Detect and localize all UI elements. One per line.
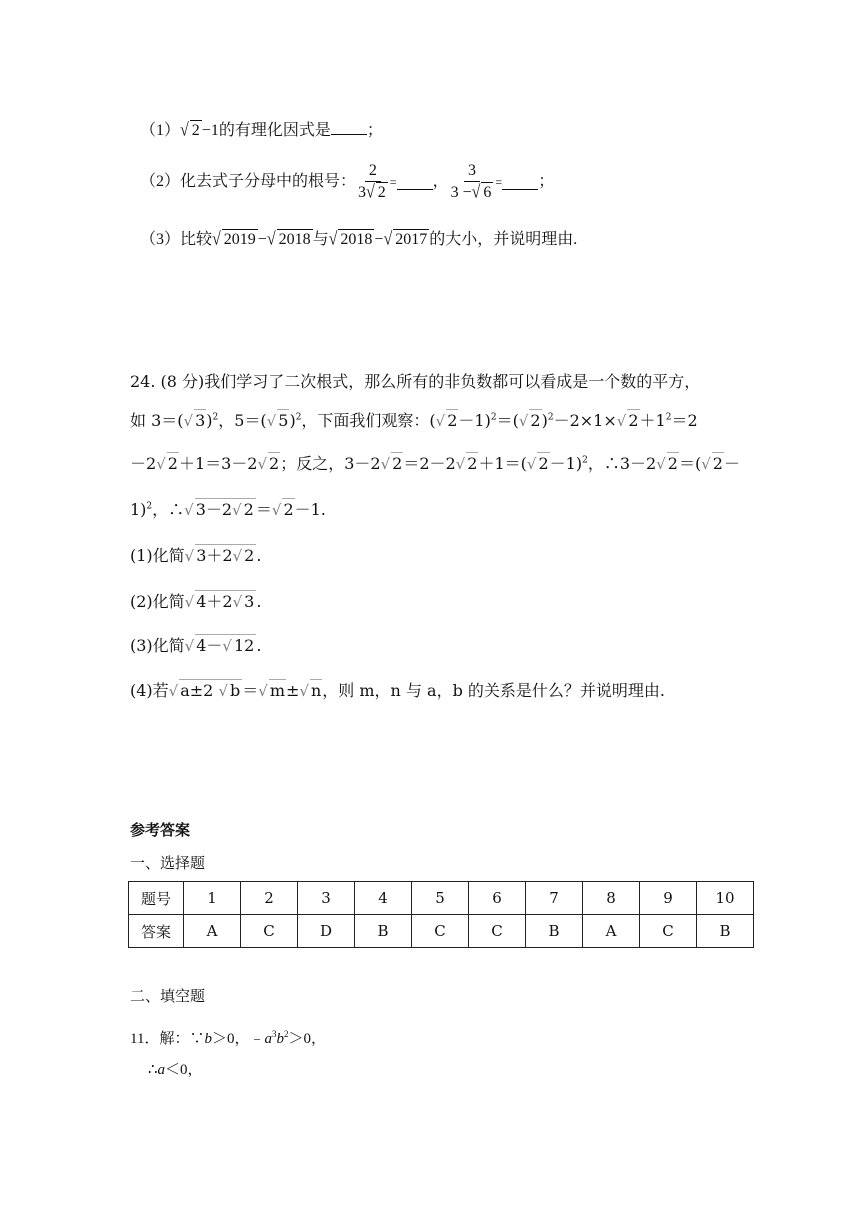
table-cell: 5 <box>412 882 469 915</box>
text: ；反之，3－2 <box>280 454 381 473</box>
inner-radicand: 12 <box>233 636 255 655</box>
punct: . <box>256 592 262 611</box>
table-cell: 4 <box>355 882 412 915</box>
question-text: 的有理化因式是 <box>218 122 331 139</box>
table-cell: 10 <box>697 882 754 915</box>
radicand: 2 <box>377 184 386 201</box>
table-cell: C <box>469 915 526 948</box>
q24-sub2 <box>130 594 261 610</box>
radicand: 2 <box>283 500 294 519</box>
inner-radicand: 2 <box>244 546 255 565</box>
section-fill-heading: 二、填空题 <box>130 987 206 1005</box>
radicand: 5 <box>278 411 289 430</box>
numerator: 2 <box>365 163 381 182</box>
table-cell: B <box>526 915 583 948</box>
radicand: 2 <box>530 411 541 430</box>
table-cell: 9 <box>640 882 697 915</box>
table-cell: 6 <box>469 882 526 915</box>
radical: √ 3 <box>183 411 206 430</box>
radicand: 2 <box>712 454 723 473</box>
text: ＝( <box>496 411 519 430</box>
radical: √ 2 <box>156 454 178 473</box>
answer-table <box>128 881 754 948</box>
radicand: 2 <box>447 411 458 430</box>
coef: 3 <box>358 184 367 201</box>
q24-sub3 <box>130 638 261 654</box>
table-cell: B <box>355 915 412 948</box>
variable: b <box>204 1031 212 1047</box>
radicand: 2 <box>392 454 403 473</box>
text: ) <box>541 411 548 430</box>
radicand: 2 <box>191 122 200 139</box>
sub-label: (1)化简 <box>130 546 185 565</box>
denominator <box>451 182 494 201</box>
radical: √ 2 <box>271 500 294 519</box>
radicand: 2019 <box>223 231 256 248</box>
text: ＝ <box>242 681 259 700</box>
radical: √ 5 <box>266 411 289 430</box>
radicand: 2017 <box>395 231 428 248</box>
radicand <box>195 498 256 519</box>
q24-sub1 <box>130 548 261 564</box>
answer-blank-1 <box>397 175 433 190</box>
variable: b <box>276 1031 284 1047</box>
radical: √ 2 <box>455 454 478 473</box>
text: －1) <box>549 454 583 473</box>
text: ＝ <box>255 500 272 519</box>
punct: . <box>256 546 262 565</box>
text: ＋1＝( <box>478 454 527 473</box>
equals: = <box>389 175 397 189</box>
variable: a <box>157 1062 166 1078</box>
radical: √ 3＋2√ 2 <box>184 546 255 565</box>
radical: √ 2 <box>366 182 386 203</box>
inner-radicand: 2 <box>243 500 254 519</box>
inner-radical: √ 12 <box>222 636 255 655</box>
radicand: 3 <box>195 411 206 430</box>
question-text: 的大小，并说明理由. <box>429 231 578 248</box>
radicand-text: 3＋2 <box>196 546 233 565</box>
table-cell: C <box>241 915 298 948</box>
table-cell: C <box>640 915 697 948</box>
q24-line3 <box>130 456 740 472</box>
radical: √ 2 <box>616 411 639 430</box>
exponent: 2 <box>283 1029 289 1039</box>
exponent: 2 <box>212 412 219 423</box>
sub-label: (4)若 <box>130 681 169 700</box>
text: －2 <box>130 454 157 473</box>
text: ＞0， <box>288 1031 326 1047</box>
punct: ； <box>538 173 555 190</box>
radicand-text: 4－ <box>196 636 223 655</box>
radicand: 2018 <box>278 231 311 248</box>
radicand <box>195 634 256 655</box>
answers-heading: 参考答案 <box>130 821 191 839</box>
radicand: 2 <box>467 454 478 473</box>
fraction-1 <box>358 163 388 201</box>
text: ＝( <box>678 454 702 473</box>
q23-part1 <box>140 120 383 139</box>
text: ，5＝( <box>218 411 267 430</box>
text: ＜0， <box>165 1062 203 1078</box>
den-term: 3 − <box>450 184 472 201</box>
radicand <box>179 679 242 700</box>
table-cell: 3 <box>298 882 355 915</box>
punct: ， <box>432 173 449 190</box>
equals: = <box>495 175 503 189</box>
answer-blank <box>331 120 367 135</box>
denominator <box>358 182 388 201</box>
text: ，则 m，n 与 a，b 的关系是什么？并说明理由. <box>322 681 665 700</box>
text: ∴ <box>148 1062 158 1078</box>
radical: √ 2 <box>180 120 200 141</box>
part-label: （2）化去式子分母中的根号： <box>140 173 357 190</box>
text: －1. <box>294 500 326 519</box>
text: ) <box>206 411 213 430</box>
inner-radical: √ 2 <box>232 546 255 565</box>
table-cell: 8 <box>583 882 640 915</box>
sub-label: (3)化简 <box>130 636 185 655</box>
radicand: m <box>269 681 286 700</box>
variable: a <box>264 1031 272 1047</box>
exponent: 3 <box>271 1029 277 1039</box>
minus: − <box>374 231 384 248</box>
radical: √ n <box>299 681 322 700</box>
text: ＋1 <box>639 411 666 430</box>
table-cell: 答案 <box>129 915 184 948</box>
radical: √ 2 <box>380 454 403 473</box>
radicand <box>195 544 256 565</box>
table-row <box>129 882 754 915</box>
radical: √ 4＋2√ 3 <box>184 592 255 611</box>
text: ，∴ <box>152 500 185 519</box>
q24-line2 <box>130 413 698 429</box>
q24-line1: 24. (8 分)我们学习了二次根式，那么所有的非负数都可以看成是一个数的平方， <box>130 372 701 391</box>
radical: √ 2019 <box>212 229 256 250</box>
radical: √ 2 <box>526 454 549 473</box>
table-cell: 题号 <box>129 882 184 915</box>
answer-11-line1 <box>130 1030 326 1047</box>
radical: √ 2 <box>656 454 678 473</box>
minus: − <box>257 231 267 248</box>
text: ＋1＝3－2 <box>178 454 258 473</box>
text: ) <box>289 411 296 430</box>
text: － <box>723 454 740 473</box>
text: ，∴3－2 <box>587 454 657 473</box>
radicand: n <box>310 681 322 700</box>
table-cell: 2 <box>241 882 298 915</box>
table-cell: A <box>583 915 640 948</box>
radicand: 2 <box>538 454 549 473</box>
q23-part3 <box>140 229 578 250</box>
radical: √ 3－2√ 2 <box>184 500 254 519</box>
table-cell: C <box>412 915 469 948</box>
table-row <box>129 915 754 948</box>
radicand <box>195 590 256 611</box>
radicand: 2 <box>269 454 280 473</box>
radical: √ m <box>258 681 286 700</box>
inner-radicand: 3 <box>244 592 255 611</box>
radicand: 2 <box>667 454 678 473</box>
inner-radical: √ b <box>218 681 241 700</box>
sub-label: (2)化简 <box>130 592 185 611</box>
q23-part2 <box>140 163 554 201</box>
radical: √ 2017 <box>383 229 428 250</box>
radical: √ 4－√ 12 <box>184 636 255 655</box>
table-cell: B <box>697 915 754 948</box>
radicand-text: 4＋2 <box>196 592 233 611</box>
section-choice-heading: 一、选择题 <box>130 854 206 872</box>
connector: 与 <box>312 231 329 248</box>
punct: . <box>256 636 262 655</box>
radical: √ 2018 <box>266 229 311 250</box>
radicand-text: a±2 <box>180 681 219 700</box>
answer-11-line2 <box>148 1063 203 1078</box>
exponent: 2 <box>547 412 554 423</box>
text: 11．解：∵ <box>130 1031 205 1047</box>
radical: √ 2018 <box>328 229 373 250</box>
text: －2×1× <box>553 411 617 430</box>
radical: √ 2 <box>435 411 458 430</box>
radicand: 2 <box>628 411 639 430</box>
exponent: 2 <box>582 455 588 466</box>
punct: ； <box>366 122 383 139</box>
text: ＝2－2 <box>403 454 456 473</box>
radicand: 2018 <box>340 231 373 248</box>
q24-line4 <box>130 502 326 518</box>
text: ＞0， <box>211 1031 250 1047</box>
inner-radical: √ 3 <box>232 592 255 611</box>
exponent: 2 <box>665 412 672 423</box>
inner-radical: √ 2 <box>232 500 254 519</box>
q24-sub4 <box>130 683 665 699</box>
radical: √ 2 <box>518 411 541 430</box>
text: ﹣ <box>249 1031 265 1047</box>
radical: √ a±2 √ b <box>168 681 241 700</box>
radical: √ 2 <box>701 454 723 473</box>
text: 如 3＝( <box>130 411 184 430</box>
text: ± <box>286 681 300 700</box>
radicand: 6 <box>483 184 492 201</box>
text: 1) <box>130 500 147 519</box>
exponent: 2 <box>490 412 497 423</box>
expr-tail: −1 <box>201 122 219 139</box>
table-cell: 1 <box>184 882 241 915</box>
exponent: 2 <box>295 412 302 423</box>
radicand: 2 <box>167 454 178 473</box>
part-label: （3）比较 <box>140 231 213 248</box>
text: ，下面我们观察：( <box>301 411 436 430</box>
table-cell: 7 <box>526 882 583 915</box>
table-cell: D <box>298 915 355 948</box>
part-label: （1） <box>140 122 181 139</box>
table-cell: A <box>184 915 241 948</box>
radical: √ 2 <box>257 454 280 473</box>
radicand-text: 3－2 <box>195 500 233 519</box>
inner-radicand: b <box>230 681 241 700</box>
text: ＝2 <box>671 411 698 430</box>
exponent: 2 <box>146 501 153 512</box>
fraction-2 <box>451 163 494 201</box>
text: －1) <box>458 411 491 430</box>
radical: √ 6 <box>471 182 492 203</box>
answer-blank-2 <box>502 175 538 190</box>
numerator: 3 <box>464 163 480 182</box>
